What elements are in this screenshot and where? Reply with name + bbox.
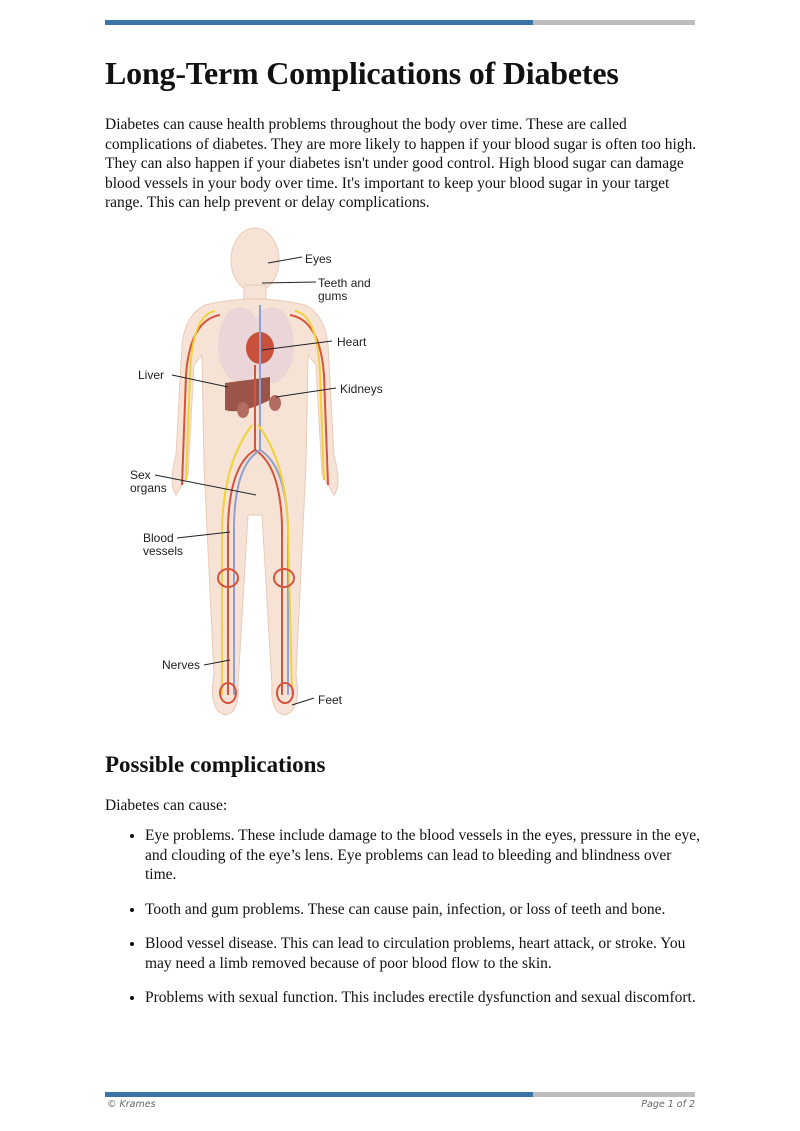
list-item: • Tooth and gum problems. These can cause pain, infection, or loss of teeth and bone. [145,900,700,920]
body-diagram [120,225,400,725]
page-title: Long-Term Complications of Diabetes [105,55,619,91]
list-item: • Problems with sexual function. This includes erectile dysfunction and sexual discomfort. [145,988,700,1008]
label-nerves: Nerves [162,658,201,672]
label-teeth-gums-line1: Teeth and [318,276,371,290]
footer-progress-bar [105,1092,695,1097]
label-blood-vessels-line1: Blood [143,531,174,545]
footer-copyright: © Krames [107,1099,156,1110]
label-feet: Feet [318,693,343,707]
intro-paragraph: Diabetes can cause health problems throughout the body over time. These are called complications of diabetes. They are more likely to happen if your blood sugar is often too high. They can also happen if your diabetes isn't under good control. High blood sugar can damage blood vessels in your body over time. It's important to keep your blood sugar in your target range. This can help prevent or delay complications. [105,116,697,211]
section-heading: Possible complications [105,752,326,777]
label-eyes: Eyes [305,252,332,266]
label-sex-organs-line1: Sex [130,468,151,482]
label-teeth-gums-line2: gums [318,289,348,303]
header-progress-bar [105,20,695,25]
label-kidneys: Kidneys [340,382,383,396]
body-illustration [172,228,338,715]
list-item: • Eye problems. These include damage to the blood vessels in the eyes, pressure in the eye, and clouding of the eye’s lens. Eye problems can lead to bleeding and blindness over time. [145,826,700,885]
list-item: • Blood vessel disease. This can lead to circulation problems, heart attack, or stroke. You may need a limb removed because of poor blood flow to the skin. [145,934,700,973]
label-heart: Heart [337,335,367,349]
footer-page-number: Page 1 of 2 [641,1099,695,1110]
label-liver: Liver [138,368,165,382]
label-sex-organs-line2: organs [130,481,167,495]
section-lead: Diabetes can cause: [105,797,228,814]
label-blood-vessels-line2: vessels [143,544,184,558]
complications-list [105,826,700,1023]
